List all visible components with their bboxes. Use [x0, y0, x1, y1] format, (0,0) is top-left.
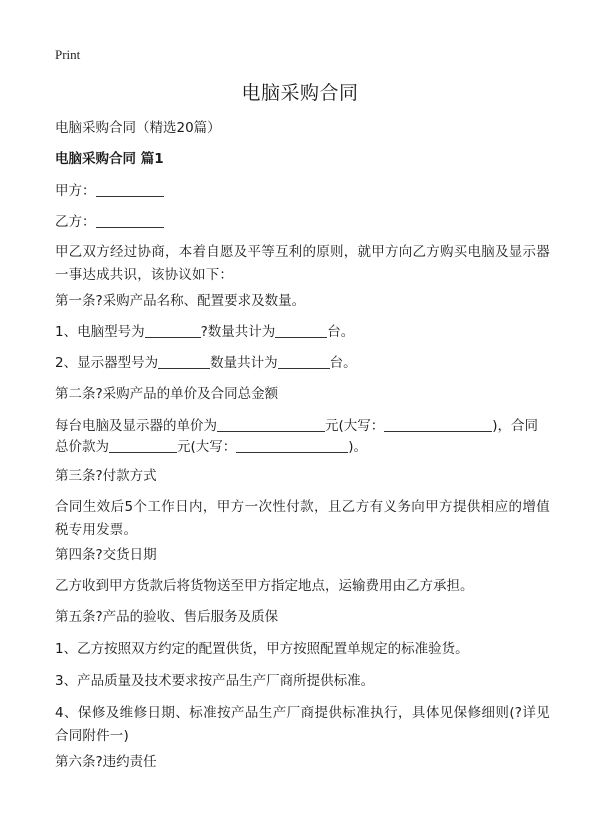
intro-paragraph: 甲乙双方经过协商，本着自愿及平等互利的原则，就甲方向乙方购买电脑及显示器一事达成共识，该协议如下：	[55, 244, 550, 283]
article-3-title: 第三条?付款方式	[55, 468, 157, 484]
article-5-title: 第五条?产品的验收、售后服务及质保	[55, 609, 279, 625]
item-2-prefix: 2、显示器型号为	[55, 355, 159, 371]
acceptance-item-4: 4、保修及维修日期、标准按产品生产厂商提供标准执行，具体见保修细则(?详见合同附件一)	[55, 705, 550, 744]
item-1-line	[55, 321, 550, 344]
article-4-title: 第四条?交货日期	[55, 547, 157, 563]
total-price-capital-blank	[236, 438, 348, 453]
party-b-blank	[96, 213, 164, 228]
total-price-capital-label: 元(大写：	[177, 439, 237, 455]
party-a-blank	[96, 182, 164, 197]
item-2-middle: 数量共计为	[210, 355, 278, 371]
delivery-paragraph: 乙方收到甲方货款后将货物送至甲方指定地点，运输费用由乙方承担。	[55, 578, 474, 594]
monitor-model-blank	[158, 354, 210, 369]
price-line-2	[55, 436, 550, 459]
computer-model-blank	[145, 323, 201, 338]
party-a-line	[55, 180, 550, 203]
item-2-line	[55, 352, 550, 375]
document-subtitle: 电脑采购合同（精选20篇）	[55, 120, 221, 136]
computer-quantity-blank	[275, 323, 327, 338]
price-line-1-suffix: )，合同	[492, 418, 539, 434]
payment-paragraph: 合同生效后5个工作日内，甲方一次性付款，且乙方有义务向甲方提供相应的增值税专用发票。	[55, 499, 550, 538]
party-b-line	[55, 211, 550, 234]
item-2-suffix: 台。	[329, 355, 357, 371]
unit-price-capital-label: 元(大写：	[325, 418, 385, 434]
price-line-1	[55, 415, 550, 438]
price-line-2-suffix: )。	[348, 439, 368, 455]
section-heading: 电脑采购合同 篇1	[55, 151, 164, 167]
article-2-title: 第二条?采购产品的单价及合同总金额	[55, 386, 279, 402]
document-title: 电脑采购合同	[241, 82, 359, 104]
print-link[interactable]: Print	[55, 47, 81, 62]
party-b-label: 乙方：	[55, 214, 96, 230]
unit-price-label: 每台电脑及显示器的单价为	[55, 418, 217, 434]
article-6-title: 第六条?违约责任	[55, 754, 157, 770]
party-a-label: 甲方：	[55, 183, 96, 199]
acceptance-item-1: 1、乙方按照双方约定的配置供货，甲方按照配置单规定的标准验货。	[55, 641, 469, 657]
total-price-blank	[109, 438, 177, 453]
item-1-middle: ?数量共计为	[200, 324, 276, 340]
acceptance-item-3: 3、产品质量及技术要求按产品生产厂商所提供标准。	[55, 673, 375, 689]
unit-price-capital-blank	[384, 417, 492, 432]
item-1-suffix: 台。	[327, 324, 355, 340]
article-1-title: 第一条?采购产品名称、配置要求及数量。	[55, 293, 306, 309]
item-1-prefix: 1、电脑型号为	[55, 324, 145, 340]
monitor-quantity-blank	[278, 354, 330, 369]
unit-price-blank	[217, 417, 325, 432]
total-price-label: 总价款为	[55, 439, 109, 455]
